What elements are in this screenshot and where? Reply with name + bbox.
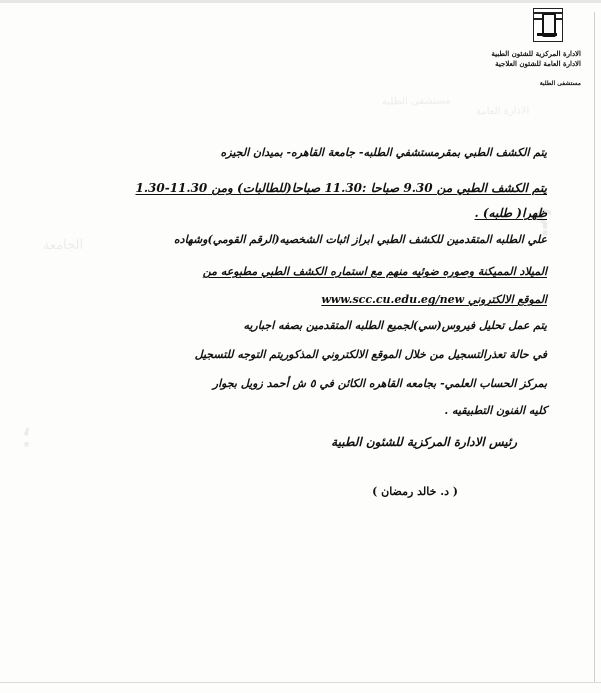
university-logo-icon	[533, 8, 563, 42]
bleed-through-text: ؛	[21, 419, 32, 454]
letterhead-line-1: الادارة المركزية للشئون الطبية	[491, 49, 581, 58]
scan-border-right	[594, 12, 595, 682]
notice-line-7: يتم عمل تحليل فيروس(سي)لجميع الطلبه المتقدمين بصفه اجباريه	[243, 319, 547, 332]
signature-name: ( د. خالد رمضان )	[372, 485, 458, 498]
notice-line-9: بمركز الحساب العلمي- بجامعه القاهره الكائن في ٥ ش أحمد زويل بجوار	[212, 377, 547, 390]
bleed-through-text: الجامعة	[42, 237, 84, 254]
letterhead	[491, 8, 581, 98]
notice-line-8: في حالة تعذرالتسجيل من خلال الموقع الالكتروني المذكوريتم التوجه للتسجيل	[194, 348, 547, 361]
scan-border-bottom	[0, 682, 601, 683]
notice-line-5: الميلاد المميكنة وصوره ضوئيه منهم مع استماره الكشف الطبي مطبوعه من	[202, 265, 547, 278]
letterhead-line-3: مستشفى الطلبة	[539, 80, 581, 87]
notice-line-1: يتم الكشف الطبي بمقرمستشفي الطلبه- جامعة القاهره- بميدان الجيزه	[220, 146, 547, 159]
notice-line-6-website: الموقع الالكتروني www.scc.cu.edu.eg/new	[321, 293, 547, 306]
scan-top-edge	[0, 0, 601, 3]
bleed-through-text: الادارة العامة	[475, 105, 530, 118]
notice-line-4: علي الطلبه المتقدمين للكشف الطبي ابراز اثبات الشخصيه(الرقم القومي)وشهاده	[173, 233, 547, 246]
signature-title: رئيس الادارة المركزية للشئون الطبية	[331, 435, 517, 449]
notice-line-2: يتم الكشف الطبي من 9.30 صباحا :11.30 صباحا(للطالبات) ومن 11.30-1.30	[135, 181, 547, 195]
notice-line-3: ظهرا( طلبه) .	[474, 206, 547, 220]
letterhead-line-2: الادارة العامة للشئون العلاجية	[495, 59, 581, 68]
bleed-through-text: ؟	[534, 203, 554, 245]
notice-line-10: كليه الفنون التطبيقيه .	[444, 404, 547, 417]
bleed-through-text: مستشفى الطلبة	[382, 95, 452, 108]
